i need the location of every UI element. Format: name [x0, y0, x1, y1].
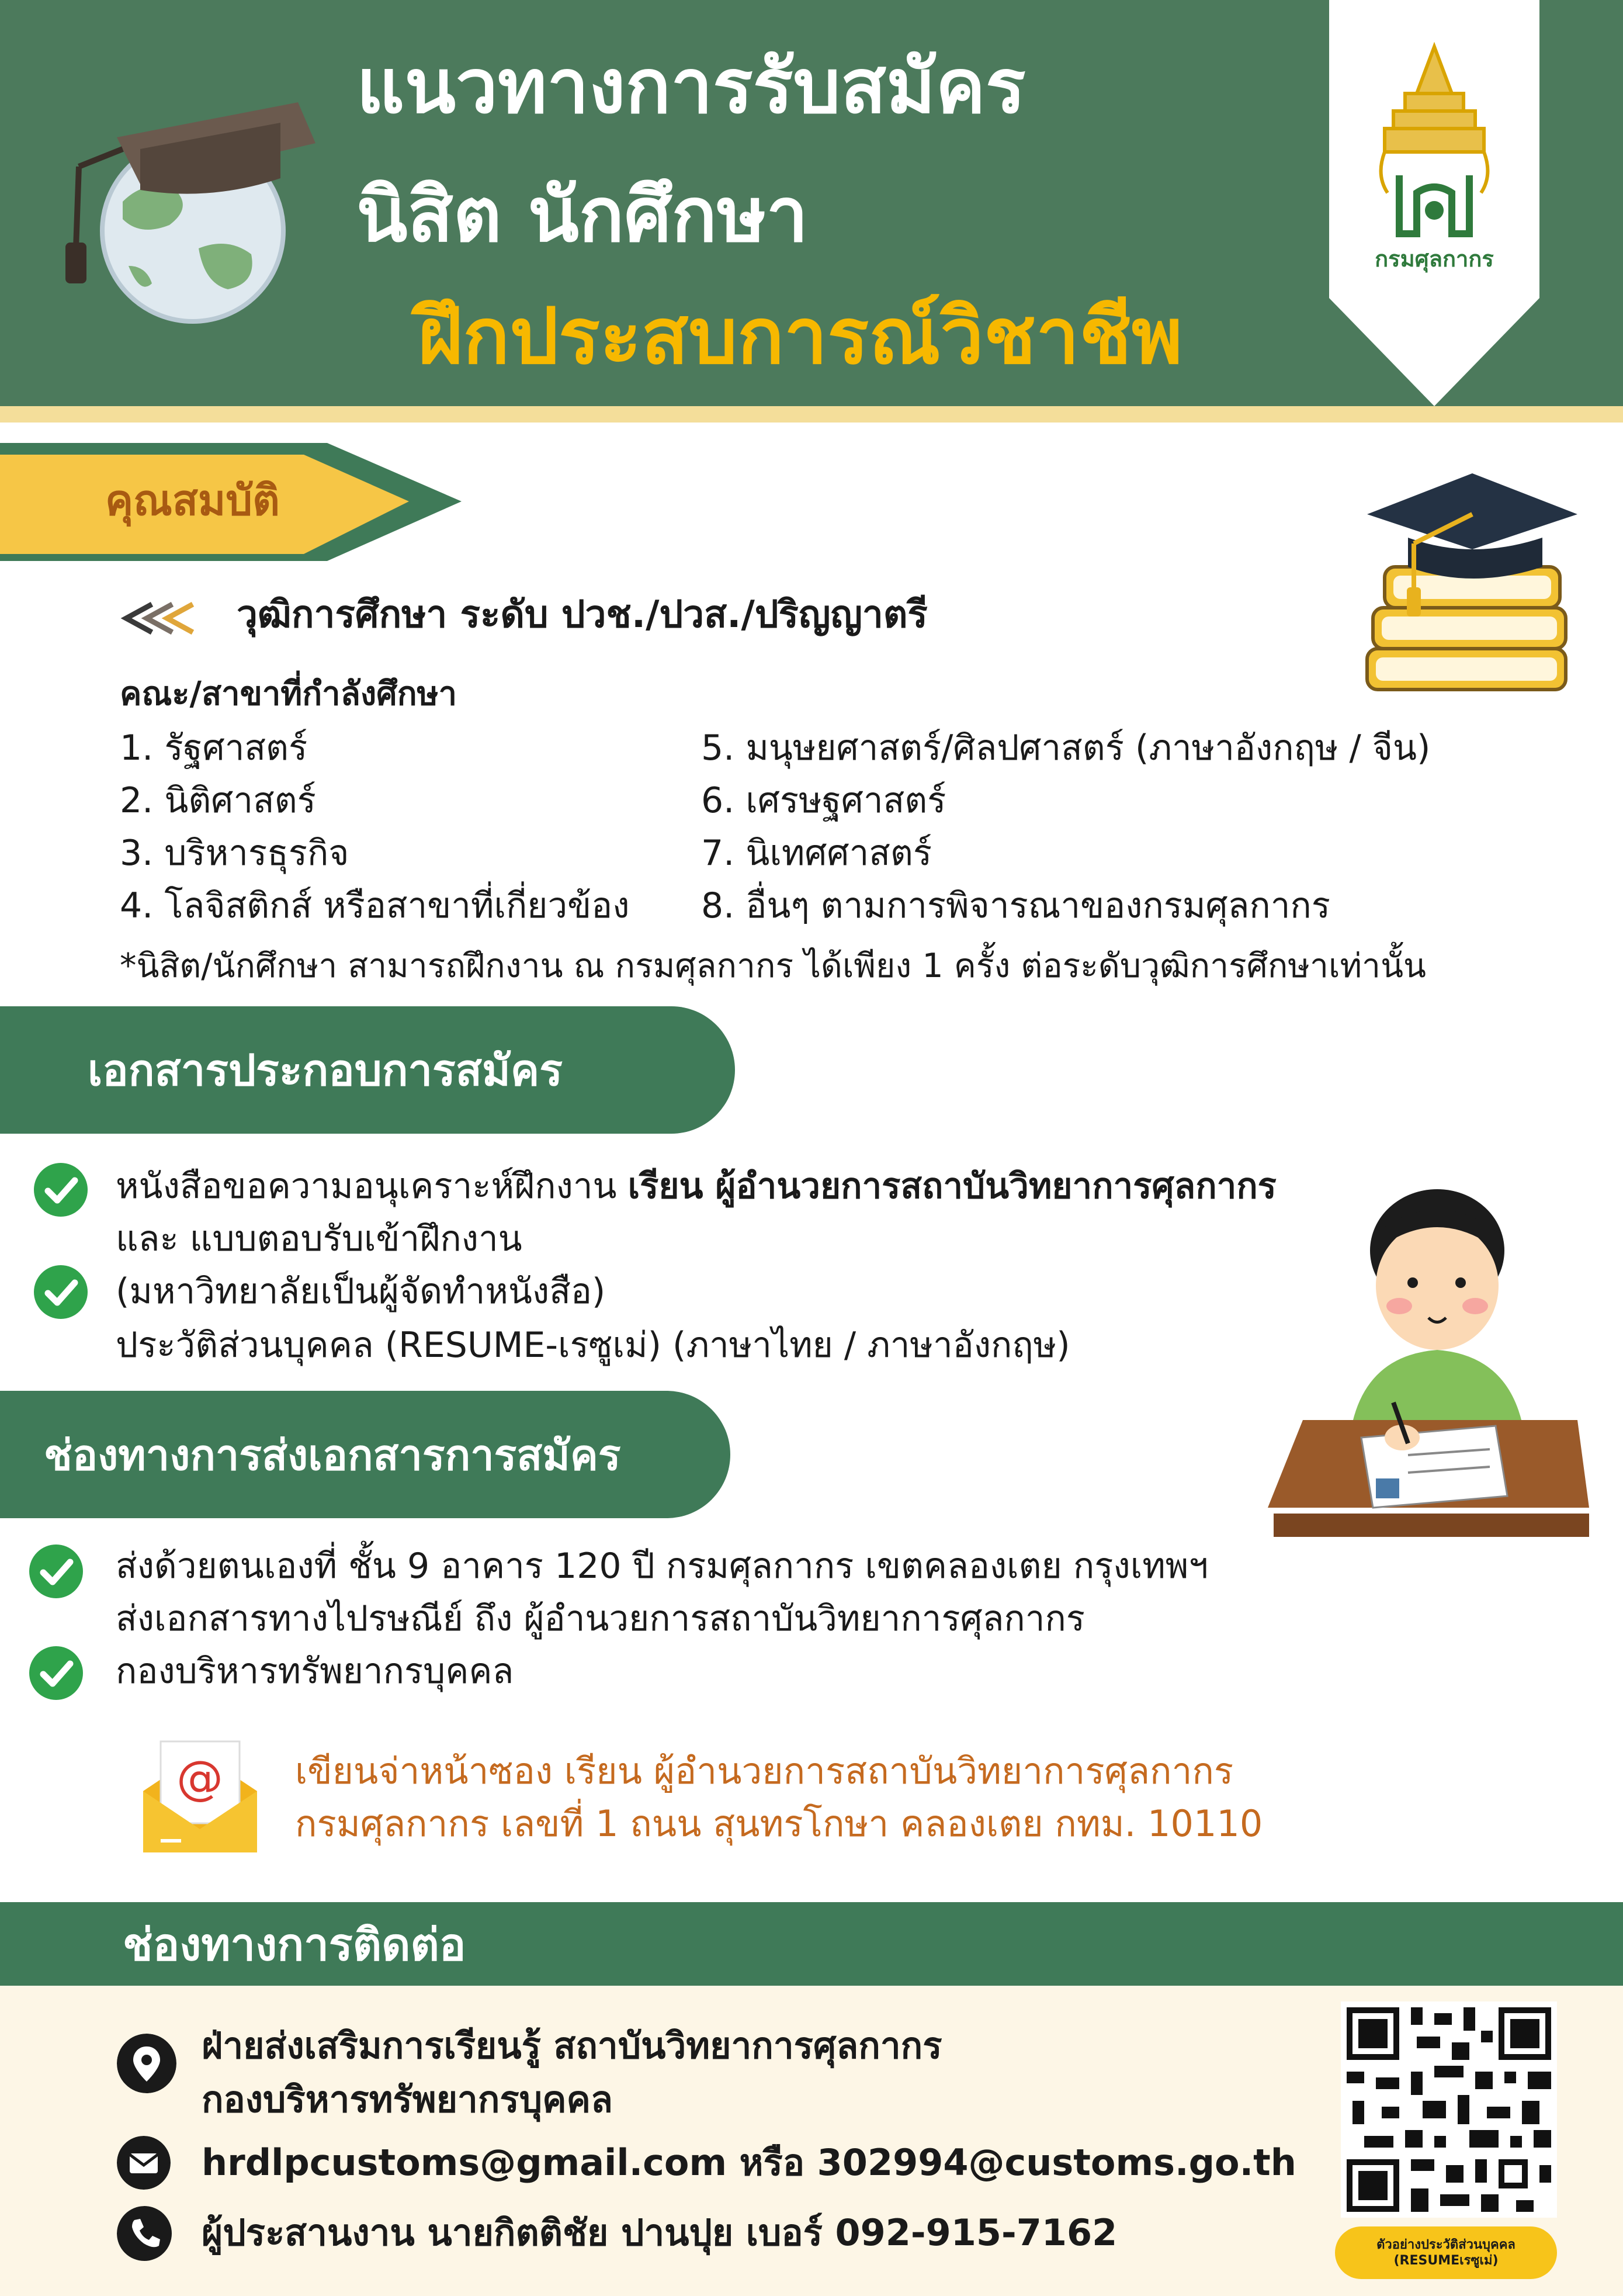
student-writing-icon: [1262, 1163, 1589, 1537]
documents-tab-label: เอกสารประกอบการสมัคร: [88, 1045, 563, 1096]
submission-item-1: ส่งด้วยตนเองที่ ชั้น 9 อาคาร 120 ปี กรมศุลกากร เขตคลองเตย กรุงเทพฯ: [116, 1546, 1209, 1587]
check-circle-icon: [29, 1544, 83, 1598]
customs-emblem-icon: [1329, 0, 1539, 406]
submission-item-2-line2: กองบริหารทรัพยากรบุคคล: [116, 1651, 514, 1692]
location-pin-icon: [117, 2034, 176, 2093]
faculty-item: 5. มนุษยศาสตร์/ศิลปศาสตร์ (ภาษาอังกฤษ / จีน): [701, 728, 1431, 768]
faculty-item: 8. อื่นๆ ตามการพิจารณาของกรมศุลกากร: [701, 885, 1330, 926]
chevron-left-icon: [117, 602, 204, 635]
document-item-1-text: หนังสือขอความอนุเคราะห์ฝึกงาน: [116, 1166, 628, 1207]
qr-caption-line2: (RESUMEเรซูเม่): [1393, 2253, 1499, 2268]
contact-title: ช่องทางการติดต่อ: [123, 1918, 466, 1971]
faculty-item: 3. บริหารธุรกิจ: [120, 833, 349, 874]
faculty-item: 1. รัฐศาสตร์: [120, 728, 308, 768]
submission-item-2: ส่งเอกสารทางไปรษณีย์ ถึง ผู้อำนวยการสถาบันวิทยาการศุลกากร: [116, 1598, 1085, 1639]
envelope-address-line1: เขียนจ่าหน้าซอง เรียน ผู้อำนวยการสถาบันวิทยาการศุลกากร: [295, 1750, 1234, 1792]
contact-location-line1: ฝ่ายส่งเสริมการเรียนรู้ สถาบันวิทยาการศุลกากร: [202, 2024, 942, 2067]
svg-text:@: @: [176, 1751, 223, 1805]
faculty-item: 6. เศรษฐศาสตร์: [701, 780, 946, 821]
education-level: วุฒิการศึกษา ระดับ ปวช./ปวส./ปริญญาตรี: [237, 593, 928, 636]
title-line-3: ฝึกประสบการณ์วิชาชีพ: [418, 292, 1183, 382]
phone-icon: [117, 2206, 172, 2262]
submission-tab-label: ช่องทางการส่งเอกสารการสมัคร: [44, 1430, 621, 1480]
logo-caption: กรมศุลกากร: [1375, 246, 1494, 272]
document-item-1-line2: และ แบบตอบรับเข้าฝึกงาน: [116, 1218, 522, 1259]
faculty-item: 7. นิเทศศาสตร์: [701, 833, 932, 874]
check-circle-icon: [34, 1163, 88, 1217]
qualification-note: *นิสิต/นักศึกษา สามารถฝึกงาน ณ กรมศุลกากร ได้เพียง 1 ครั้ง ต่อระดับวุฒิการศึกษาเท่านั้น: [120, 947, 1426, 985]
books-graduation-cap-icon: [1355, 462, 1589, 707]
document-item-1-bold: เรียน ผู้อำนวยการสถาบันวิทยาการศุลกากร: [627, 1166, 1277, 1207]
contact-phone[interactable]: ผู้ประสานงาน นายกิตติชัย ปานปุย เบอร์ 092-915-7162: [202, 2211, 1118, 2254]
qr-code-icon[interactable]: [1341, 2001, 1557, 2218]
graduation-cap-globe-icon: [23, 56, 327, 324]
faculty-item: 2. นิติศาสตร์: [120, 780, 316, 821]
document-item-1: [116, 1166, 1277, 1207]
mail-icon: [117, 2136, 171, 2190]
submission-tab: [0, 1391, 730, 1518]
documents-tab: [0, 1006, 735, 1134]
envelope-address-line2: กรมศุลกากร เลขที่ 1 ถนน สุนทรโกษา คลองเตย กทม. 10110: [295, 1802, 1263, 1845]
contact-email[interactable]: hrdlpcustoms@gmail.com หรือ 302994@customs.go.th: [202, 2141, 1296, 2184]
check-circle-icon: [29, 1646, 83, 1700]
qr-caption-badge: [1335, 2226, 1557, 2279]
check-circle-icon: [34, 1265, 88, 1319]
document-item-1-line3: (มหาวิทยาลัยเป็นผู้จัดทำหนังสือ): [116, 1271, 606, 1312]
header-stripe: [0, 406, 1623, 423]
qr-caption-line1: ตัวอย่างประวัติส่วนบุคคล: [1376, 2237, 1516, 2252]
email-envelope-icon: [137, 1736, 263, 1861]
title-line-1: แนวทางการรับสมัคร: [356, 43, 1026, 130]
title-line-2: นิสิต นักศึกษา: [356, 172, 809, 259]
faculty-heading: คณะ/สาขาที่กำลังศึกษา: [120, 675, 457, 713]
contact-location-line2: กองบริหารทรัพยากรบุคคล: [202, 2078, 613, 2121]
qualifications-tab-label: คุณสมบัติ: [105, 476, 280, 525]
faculty-item: 4. โลจิสติกส์ หรือสาขาที่เกี่ยวข้อง: [120, 885, 630, 926]
document-item-2: ประวัติส่วนบุคคล (RESUME-เรซูเม่) (ภาษาไทย / ภาษาอังกฤษ): [116, 1325, 1070, 1366]
